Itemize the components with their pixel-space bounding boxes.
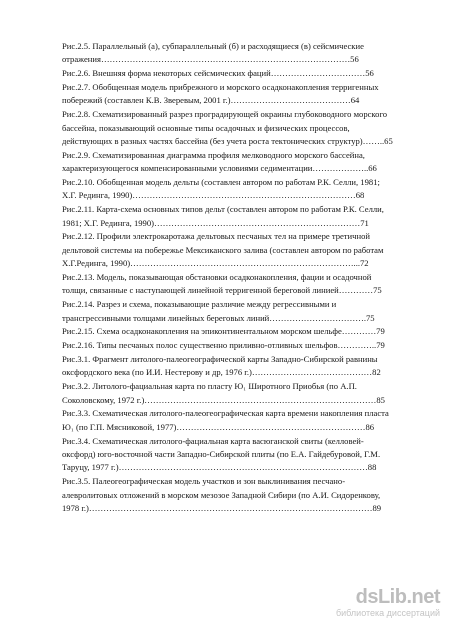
toc-entry [62, 271, 414, 298]
toc-entry-line: Рис.2.11. Карта-схема основных типов дельт (составлен автором по работам Р.К. Селли, [62, 204, 384, 215]
toc-entry-line: 1981; Х.Г. Рединга, 1990)………………………………………………………………71 [62, 217, 369, 228]
toc-entry [62, 67, 414, 80]
toc-entry [62, 176, 414, 203]
toc-entry-line: Рис.2.5. Параллельный (а), субпараллельный (б) и расходящиеся (в) сейсмические [62, 41, 364, 51]
toc-entry [62, 298, 414, 325]
watermark [310, 586, 440, 620]
toc-entry-line: Ю₁ (по Г.П. Мясниковой, 1977)…………………………………………………………86 [62, 421, 375, 432]
toc-entry [62, 81, 414, 108]
toc-entry-line: Рис.3.1. Фрагмент литолого-палеогеографической карты Западно-Сибирской равнины [62, 354, 378, 365]
toc-entry-line: оксфордского века (по И.И. Нестерову и др, 1976 г.)……………………………………82 [62, 367, 381, 378]
toc-entry-line: Рис.2.13. Модель, показывающая обстановки осадконакопления, фации и осадочной [62, 272, 372, 283]
toc-entry-line: Рис.2.15. Схема осадконакопления на эпиконтинентальном морском шельфе…………79 [62, 326, 385, 337]
toc-entry-line: Соколовскому, 1972 г.)………………………………………………………………………85 [62, 394, 385, 405]
toc-entry [62, 380, 414, 407]
toc-entry-line: Рис.2.14. Разрез и схема, показывающие различие между регрессивными и [62, 299, 337, 310]
toc-entry [62, 149, 414, 176]
toc-entry-line: отражения……………………………………………………………………………56 [62, 54, 359, 65]
toc-entry-line: дельтовой системы на побережье Мексиканского залива (составлен автором по работам [62, 244, 384, 255]
toc-entry [62, 435, 414, 475]
toc-entry [62, 407, 414, 434]
toc-entry [62, 230, 414, 270]
toc-entry-line: толщи, связанные с наступающей линейной терригенной береговой линией…………75 [62, 285, 382, 296]
toc-entry-line: Х.Г. Рединга, 1990)……………………………………………………………………68 [62, 190, 365, 201]
toc-entry-line: Таруцу, 1977 г.)……………………………………………………………………………88 [62, 462, 377, 473]
toc-entry-line: алевролитовых отложений в морском мезозое Западной Сибири (по А.И. Сидоренкову, [62, 489, 381, 500]
toc-entry-line: оксфорд) юго-восточной части Западно-Сибирской плиты (по Е.А. Гайдебуровой, Г.М. [62, 449, 381, 460]
toc-entry-line: Рис.2.8. Схематизированный разрез проградирующей окраины глубоководного морского [62, 109, 388, 120]
list-of-figures [62, 40, 414, 516]
toc-entry-line: Рис.3.5. Палеогеографическая модель участков и зон выклинивания песчано- [62, 476, 346, 487]
toc-entry [62, 339, 414, 352]
toc-entry-line: характеризующегося компенсированными условиями седиментации………………..66 [62, 163, 377, 174]
toc-entry [62, 325, 414, 338]
toc-entry-line: Рис.2.6. Внешняя форма некоторых сейсмических фаций……………………………56 [62, 68, 374, 79]
toc-entry [62, 475, 414, 515]
toc-entry-line: Рис.2.12. Профили электрокаротажа дельтовых песчаных тел на примере третичной [62, 231, 370, 242]
watermark-subtitle: библиотека диссертаций [335, 608, 440, 618]
toc-entry-line: действующих в разных частях бассейна (без учета роста тектонических структур)……..65 [62, 136, 393, 147]
watermark-logo: dsLib.net [355, 586, 440, 608]
toc-entry [62, 203, 414, 230]
toc-entry-line: Рис.3.2. Литолого-фациальная карта по пласту Ю₁ Широтного Приобья (по А.П. [62, 381, 357, 392]
toc-entry [62, 108, 414, 148]
toc-entry-line: побережий (составлен К.В. Зверевым, 2001 г.)……………………………………64 [62, 95, 360, 106]
toc-entry-line: 1978 г.)………………………………………………………………………………………89 [62, 503, 382, 514]
toc-entry-line: Рис.3.4. Схематическая литолого-фациальная карта васюганской свиты (келловей- [62, 435, 364, 446]
toc-entry-line: Рис.2.7. Обобщенная модель прибрежного и морского осадконакопления терригенных [62, 82, 379, 92]
toc-entry-line: бассейна, показывающий основные типы осадочных и физических процессов, [62, 122, 350, 133]
toc-entry-line: Рис.2.10. Обобщенная модель дельты (составлен автором по работам Р.К. Селли, 1981; [62, 177, 380, 188]
toc-entry [62, 40, 414, 67]
toc-entry [62, 353, 414, 380]
toc-entry-line: Рис.2.16. Типы песчаных полос существенно приливно-отливных шельфов…………..79 [62, 340, 385, 351]
toc-entry-line: Х.Г.Рединга, 1990)……………………………………………………………………...72 [62, 258, 369, 269]
toc-entry-line: Рис.2.9. Схематизированная диаграмма профиля мелководного морского бассейна, [62, 149, 365, 160]
toc-entry-line: трансгрессивными толщами линейных береговых линий…………………………….75 [62, 312, 375, 323]
toc-entry-line: Рис.3.3. Схематическая литолого-палеогеографическая карта времени накопления пласта [62, 408, 389, 419]
